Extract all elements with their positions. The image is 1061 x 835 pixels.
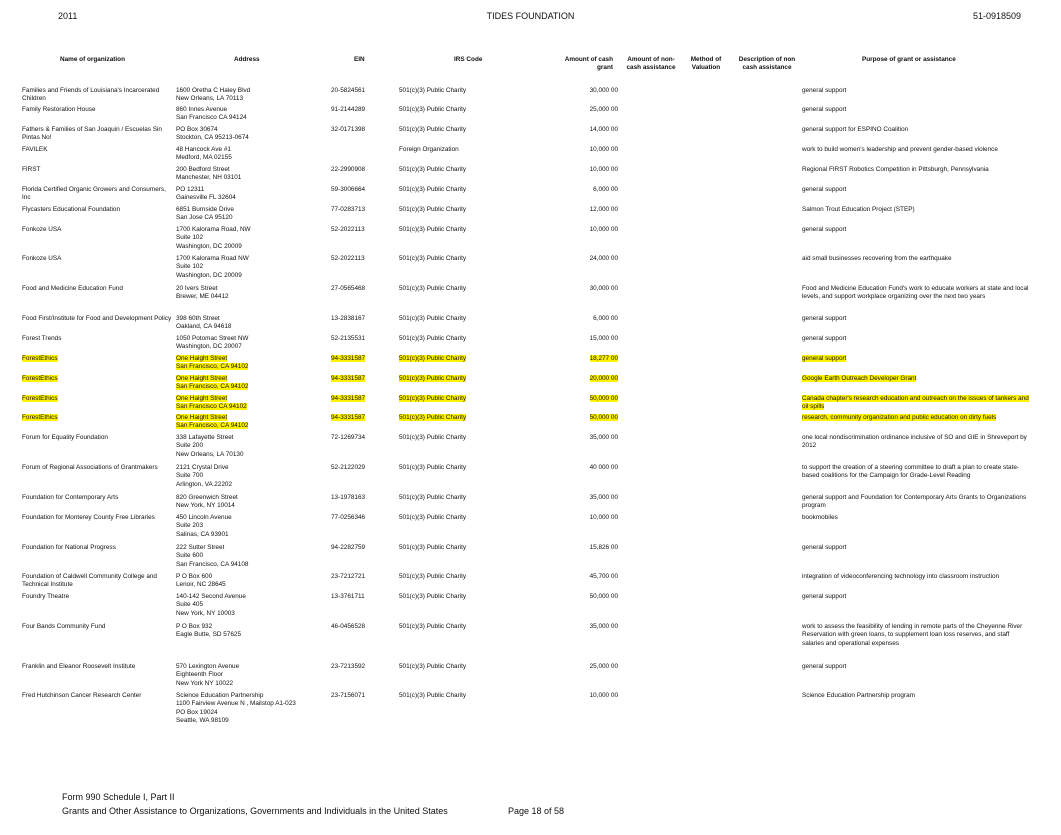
cell-ein: 22-2990908 <box>331 166 366 173</box>
cell-irs-code: 501(c)(3) Public Charity <box>399 355 467 362</box>
cell-irs-code: 501(c)(3) Public Charity <box>399 395 467 402</box>
cell-address: 1050 Potomac Street NW Washington, DC 20007 <box>176 335 249 351</box>
cell-address: 398 60th Street Oakland, CA 94618 <box>176 315 232 331</box>
cell-org-name: ForestEthics <box>22 355 58 362</box>
cell-purpose: research, community organization and public education on dirty fuels <box>802 414 997 421</box>
cell-org-name: Forest Trends <box>22 335 62 342</box>
cell-ein: 94-2282759 <box>331 544 366 551</box>
footer-form: Form 990 Schedule I, Part II <box>62 792 175 802</box>
cell-ein: 52-2022113 <box>331 255 365 262</box>
cell-ein: 52-2135531 <box>331 335 366 342</box>
column-header-method: Method of Valuation <box>690 56 722 71</box>
cell-cash-amount: 10,000 00 <box>589 514 618 521</box>
cell-purpose: general support <box>802 355 847 362</box>
cell-address: One Haight Street San Francisco, CA 94102 <box>176 375 249 391</box>
cell-address: 338 Lafayette Street Suite 200 New Orleans, LA 70130 <box>176 434 244 458</box>
cell-ein: 59-3006664 <box>331 186 366 193</box>
cell-org-name: Food First/Institute for Food and Development Policy <box>22 315 172 322</box>
cell-irs-code: 501(c)(3) Public Charity <box>399 464 467 471</box>
cell-purpose: to support the creation of a steering committee to draft a plan to create state-based coalitions for the Campaign for Grade-Level Reading <box>802 464 1020 480</box>
cell-ein: 23-7212721 <box>331 573 366 580</box>
cell-org-name: Florida Certified Organic Growers and Consumers, Inc <box>22 186 166 202</box>
cell-irs-code: 501(c)(3) Public Charity <box>399 414 467 421</box>
cell-irs-code: 501(c)(3) Public Charity <box>399 335 467 342</box>
cell-address: 222 Sutter Street Suite 600 San Francisco, CA 94108 <box>176 544 249 568</box>
cell-org-name: Food and Medicine Education Fund <box>22 285 123 292</box>
column-header-cash-grant: Amount of cash grant <box>564 56 613 71</box>
cell-ein: 46-0456528 <box>331 623 366 630</box>
cell-org-name: Family Restoration House <box>22 106 96 113</box>
cell-purpose: general support <box>802 663 847 670</box>
cell-irs-code: 501(c)(3) Public Charity <box>399 514 467 521</box>
cell-purpose: Food and Medicine Education Fund's work to educate workers at state and local levels, and support workplace organizing over the next two years <box>802 285 1029 301</box>
cell-cash-amount: 18,277 00 <box>589 355 618 362</box>
cell-irs-code: 501(c)(3) Public Charity <box>399 87 467 94</box>
cell-address: Science Education Partnership 1100 Fairview Avenue N , Mailstop A1-023 PO Box 19024 Seattle, WA 98109 <box>176 692 296 725</box>
cell-address: One Haight Street San Francisco, CA 94102 <box>176 355 249 371</box>
cell-cash-amount: 15,000 00 <box>589 335 618 342</box>
cell-purpose: general support <box>802 593 847 600</box>
cell-cash-amount: 35,000 00 <box>589 434 618 441</box>
cell-irs-code: 501(c)(3) Public Charity <box>399 593 467 600</box>
cell-address: 20 Ivers Street Brewer, ME 04412 <box>176 285 229 301</box>
cell-org-name: Fonkoze USA <box>22 226 62 233</box>
cell-irs-code: 501(c)(3) Public Charity <box>399 106 467 113</box>
cell-org-name: Foundation for National Progress <box>22 544 116 551</box>
column-header-irs-code: IRS Code <box>454 56 483 63</box>
cell-irs-code: 501(c)(3) Public Charity <box>399 494 467 501</box>
column-header-noncash: Amount of non-cash assistance <box>626 56 676 71</box>
cell-purpose: work to build women's leadership and prevent gender-based violence <box>802 146 998 153</box>
cell-irs-code: 501(c)(3) Public Charity <box>399 573 467 580</box>
cell-irs-code: 501(c)(3) Public Charity <box>399 544 467 551</box>
header-ein: 51-0918509 <box>972 11 1021 21</box>
cell-address: PO 12311 Gainesville FL 32604 <box>176 186 236 202</box>
cell-ein: 32-0171398 <box>331 126 366 133</box>
cell-purpose: general support for ESPINO Coalition <box>802 126 909 133</box>
cell-irs-code: 501(c)(3) Public Charity <box>399 226 467 233</box>
cell-address: One Haight Street San Francisco CA 94102 <box>176 395 247 411</box>
cell-purpose: Regional FIRST Robotics Competition in Pittsburgh, Pennsylvania <box>802 166 989 173</box>
cell-cash-amount: 20,000 00 <box>589 375 618 382</box>
cell-cash-amount: 10,000 00 <box>589 692 618 699</box>
cell-purpose: general support <box>802 87 847 94</box>
cell-org-name: Fathers & Families of San Joaquin / Escuelas Sin Pintas No! <box>22 126 162 142</box>
cell-org-name: Foundation for Monterey County Free Libraries <box>22 514 155 521</box>
cell-cash-amount: 40 000 00 <box>589 464 618 471</box>
cell-address: 450 Lincoln Avenue Suite 203 Salinas, CA 93901 <box>176 514 232 538</box>
cell-address: 570 Lexington Avenue Eighteenth Floor New York NY 10022 <box>176 663 240 687</box>
cell-address: 2121 Crystal Drive Suite 700 Arlington, VA 22202 <box>176 464 233 488</box>
cell-address: 1600 Oretha C Haley Blvd New Orleans, LA 70113 <box>176 87 251 103</box>
cell-cash-amount: 30,000 00 <box>589 285 618 292</box>
cell-ein: 27-0565468 <box>331 285 366 292</box>
cell-purpose: one local nondiscrimination ordinance inclusive of SO and GIE in Shreveport by 2012 <box>802 434 1027 450</box>
cell-purpose: bookmobiles <box>802 514 838 521</box>
cell-org-name: Foundry Theatre <box>22 593 70 600</box>
cell-ein: 13-1978163 <box>331 494 366 501</box>
cell-cash-amount: 30,000 00 <box>589 87 618 94</box>
cell-org-name: ForestEthics <box>22 395 58 402</box>
cell-irs-code: 501(c)(3) Public Charity <box>399 206 467 213</box>
footer-title: Grants and Other Assistance to Organizations, Governments and Individuals in the United States <box>62 806 448 816</box>
cell-purpose: general support <box>802 106 847 113</box>
cell-address: 48 Hancock Ave #1 Medford, MA 02155 <box>176 146 232 162</box>
cell-irs-code: 501(c)(3) Public Charity <box>399 285 467 292</box>
cell-org-name: Foundation for Contemporary Arts <box>22 494 119 501</box>
cell-ein: 91-2144289 <box>331 106 366 113</box>
cell-ein: 52-2122029 <box>331 464 366 471</box>
cell-purpose: Salmon Trout Education Project (STEP) <box>802 206 915 213</box>
cell-ein: 77-0256346 <box>331 514 366 521</box>
cell-purpose: Science Education Partnership program <box>802 692 915 699</box>
cell-address: 820 Greenwich Street New York, NY 10014 <box>176 494 238 510</box>
cell-irs-code: 501(c)(3) Public Charity <box>399 434 467 441</box>
cell-irs-code: 501(c)(3) Public Charity <box>399 623 467 630</box>
cell-ein: 77-0283713 <box>331 206 366 213</box>
cell-ein: 94-3331587 <box>331 395 366 402</box>
cell-org-name: Forum of Regional Associations of Grantmakers <box>22 464 158 471</box>
cell-cash-amount: 35,000 00 <box>589 623 618 630</box>
cell-purpose: integration of videoconferencing technology into classroom instruction <box>802 573 1000 580</box>
cell-cash-amount: 50,000 00 <box>589 395 618 402</box>
cell-purpose: Canada chapter's research education and outreach on the issues of tankers and oil spills <box>802 395 1029 411</box>
cell-org-name: Four Bands Community Fund <box>22 623 106 630</box>
cell-irs-code: 501(c)(3) Public Charity <box>399 375 467 382</box>
cell-org-name: ForestEthics <box>22 375 58 382</box>
column-header-description: Description of non cash assistance <box>738 56 796 71</box>
cell-ein: 13-3761711 <box>331 593 365 600</box>
column-header-purpose: Purpose of grant or assistance <box>862 56 956 63</box>
cell-ein: 13-2838167 <box>331 315 366 322</box>
cell-cash-amount: 35,000 00 <box>589 494 618 501</box>
column-header-name: Name of organization <box>60 56 125 63</box>
cell-org-name: Foundation of Caldwell Community College and Technical Institute <box>22 573 157 589</box>
cell-org-name: Fonkoze USA <box>22 255 62 262</box>
header-organization: TIDES FOUNDATION <box>486 11 575 21</box>
cell-address: P O Box 600 Lenoir, NC 28645 <box>176 573 226 589</box>
cell-purpose: general support <box>802 544 847 551</box>
cell-org-name: Families and Friends of Louisiana's Incarcerated Children <box>22 87 160 103</box>
cell-address: 200 Bedford Street Manchester, NH 03101 <box>176 166 242 182</box>
column-header-address: Address <box>234 56 260 63</box>
cell-purpose: general support <box>802 335 847 342</box>
cell-address: P O Box 932 Eagle Butte, SD 57625 <box>176 623 242 639</box>
cell-purpose: general support <box>802 226 847 233</box>
cell-irs-code: 501(c)(3) Public Charity <box>399 255 467 262</box>
cell-irs-code: 501(c)(3) Public Charity <box>399 126 467 133</box>
cell-org-name: ForestEthics <box>22 414 58 421</box>
cell-cash-amount: 10,000 00 <box>589 166 618 173</box>
cell-address: PO Box 30674 Stockton, CA 95213-0674 <box>176 126 249 142</box>
cell-ein: 20-5824561 <box>331 87 366 94</box>
cell-cash-amount: 50,000 00 <box>589 593 618 600</box>
cell-cash-amount: 10,000 00 <box>589 226 618 233</box>
cell-purpose: general support <box>802 186 847 193</box>
cell-cash-amount: 10,000 00 <box>589 146 618 153</box>
cell-cash-amount: 6,000 00 <box>593 315 618 322</box>
cell-org-name: Franklin and Eleanor Roosevelt Institute <box>22 663 136 670</box>
cell-ein: 23-7213592 <box>331 663 366 670</box>
cell-irs-code: 501(c)(3) Public Charity <box>399 315 467 322</box>
cell-cash-amount: 6,000 00 <box>593 186 618 193</box>
cell-cash-amount: 50,000 00 <box>589 414 618 421</box>
header-year: 2011 <box>58 11 78 21</box>
cell-ein: 94-3331587 <box>331 414 366 421</box>
cell-irs-code: 501(c)(3) Public Charity <box>399 692 467 699</box>
cell-org-name: FIRST <box>22 166 41 173</box>
cell-cash-amount: 14,000 00 <box>589 126 618 133</box>
cell-org-name: Fred Hutchinson Cancer Research Center <box>22 692 142 699</box>
footer-page: Page 18 of 58 <box>508 806 565 816</box>
cell-irs-code: Foreign Organization <box>399 146 459 153</box>
cell-ein: 72-1269734 <box>331 434 366 441</box>
cell-irs-code: 501(c)(3) Public Charity <box>399 663 467 670</box>
cell-org-name: FAVILEK <box>22 146 48 153</box>
cell-cash-amount: 45,700 00 <box>589 573 618 580</box>
cell-ein: 52-2022113 <box>331 226 365 233</box>
cell-cash-amount: 24,000 00 <box>589 255 618 262</box>
cell-ein: 23-7156071 <box>331 692 366 699</box>
cell-address: 1700 Kalorama Road, NW Suite 102 Washington, DC 20009 <box>176 226 251 250</box>
cell-address: 860 Innes Avenue San Francisco CA 94124 <box>176 106 247 122</box>
cell-purpose: general support <box>802 315 847 322</box>
cell-address: One Haight Street San Francisco, CA 94102 <box>176 414 249 430</box>
cell-org-name: Flycasters Educational Foundation <box>22 206 121 213</box>
cell-purpose: general support and Foundation for Contemporary Arts Grants to Organizations program <box>802 494 1027 510</box>
cell-cash-amount: 25,000 00 <box>589 663 618 670</box>
cell-irs-code: 501(c)(3) Public Charity <box>399 166 467 173</box>
cell-ein: 94-3331587 <box>331 375 366 382</box>
cell-purpose: Google Earth Outreach Developer Grant <box>802 375 917 382</box>
cell-cash-amount: 15,826 00 <box>589 544 618 551</box>
cell-purpose: work to assess the feasibility of lending in remote parts of the Cheyenne River Reservation with green loans, to supplement loan loss reserves, and staff salaries and operational expenses <box>802 623 1023 647</box>
column-header-ein: EIN <box>354 56 365 63</box>
cell-org-name: Forum for Equality Foundation <box>22 434 108 441</box>
cell-address: 6851 Burnside Drive San Jose CA 95120 <box>176 206 234 222</box>
cell-purpose: aid small businesses recovering from the earthquake <box>802 255 952 262</box>
cell-ein: 94-3331587 <box>331 355 366 362</box>
cell-cash-amount: 25,000 00 <box>589 106 618 113</box>
cell-irs-code: 501(c)(3) Public Charity <box>399 186 467 193</box>
cell-address: 1700 Kalorama Road NW Suite 102 Washington, DC 20009 <box>176 255 249 279</box>
cell-cash-amount: 12,000 00 <box>589 206 618 213</box>
cell-address: 140-142 Second Avenue Suite 405 New York, NY 10003 <box>176 593 246 617</box>
